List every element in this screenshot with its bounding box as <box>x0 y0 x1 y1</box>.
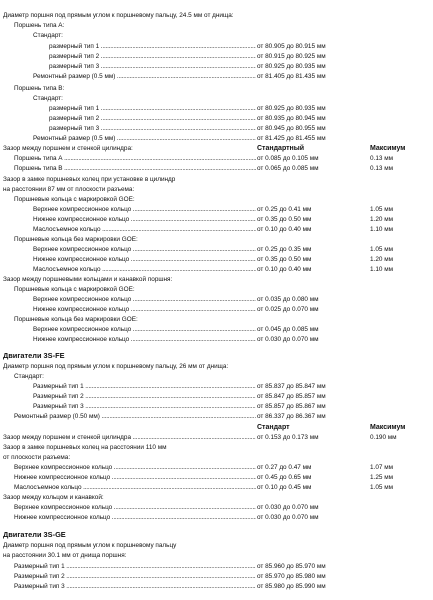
spec-label-wrap <box>3 351 433 362</box>
spec-max: 1.20 мм <box>370 216 394 223</box>
spec-label: Размерный тип 3 ..... <box>14 583 256 590</box>
spec-row <box>0 493 433 503</box>
spec-value: от 0.030 до 0.070 мм <box>257 336 319 343</box>
spec-label-wrap <box>14 572 256 582</box>
spec-label: размерный тип 3 ..... <box>49 125 256 132</box>
spec-max: 0.190 мм <box>370 434 397 441</box>
spec-row <box>0 235 433 245</box>
spec-value: от 0.27 до 0.47 мм <box>257 464 312 471</box>
spec-label: Нижнее компрессионное кольцо ..... <box>14 514 256 521</box>
spec-label: Поршень типа A: <box>14 22 65 29</box>
spec-max: 1.07 мм <box>370 464 394 471</box>
spec-value: от 0.065 до 0.085 мм <box>257 165 319 172</box>
spec-label: Зазор между поршнем и стенкой цилиндра: <box>3 145 133 152</box>
spec-label-wrap <box>3 362 433 372</box>
spec-label: Нижнее компрессионное кольцо ..... <box>33 306 256 313</box>
spec-label: на расстоянии 30.1 мм от днища поршня: <box>3 552 127 559</box>
spec-label: Зазор между кольцом и канавкой: <box>3 494 104 501</box>
spec-label-wrap <box>33 245 256 255</box>
spec-row <box>0 62 433 72</box>
spec-label: Ремонтный размер (0.50 мм) ..... <box>14 413 256 420</box>
spec-label-wrap <box>3 551 433 561</box>
spec-label-wrap <box>3 493 433 503</box>
spec-label-wrap <box>49 52 256 62</box>
spec-row <box>0 335 433 345</box>
spec-value: от 0.10 до 0.40 мм <box>257 226 312 233</box>
spec-max: 1.25 мм <box>370 474 394 481</box>
spec-label: размерный тип 2 ..... <box>49 115 256 122</box>
spec-label: Нижнее компрессионное кольцо ..... <box>14 474 256 481</box>
spec-label: Маслосъемное кольцо ..... <box>33 266 256 273</box>
spec-row <box>0 144 433 154</box>
spec-label: Поршневые кольца без маркировки GOE: <box>14 236 138 243</box>
spec-label-wrap <box>3 453 433 463</box>
spec-value: от 0.035 до 0.080 мм <box>257 296 319 303</box>
spec-row <box>0 325 433 335</box>
spec-row <box>0 84 433 94</box>
spec-row <box>0 572 433 582</box>
spec-row <box>0 42 433 52</box>
spec-label-wrap <box>49 62 256 72</box>
spec-row <box>0 185 433 195</box>
spec-value: от 0.085 до 0.105 мм <box>257 155 319 162</box>
spec-max: 1.10 мм <box>370 226 394 233</box>
spec-max: 1.20 мм <box>370 256 394 263</box>
spec-label: Ремонтный размер (0.5 мм) ..... <box>33 73 256 80</box>
spec-row <box>0 114 433 124</box>
spec-row <box>0 513 433 523</box>
spec-label: Размерный тип 2 ..... <box>14 573 256 580</box>
spec-label-wrap <box>14 513 256 523</box>
spec-label-wrap <box>49 104 256 114</box>
spec-label: Верхнее компрессионное кольцо ..... <box>14 464 256 471</box>
spec-label-wrap <box>3 433 256 443</box>
spec-row <box>0 225 433 235</box>
spec-value: от 80.935 до 80.945 мм <box>257 115 326 122</box>
spec-label: Маслосъемное кольцо ..... <box>14 484 256 491</box>
spec-label: Нижнее компрессионное кольцо ..... <box>33 256 256 263</box>
spec-row <box>0 72 433 82</box>
spec-row <box>0 392 433 402</box>
spec-row <box>0 31 433 41</box>
spec-label: от плоскости разъема: <box>3 454 71 461</box>
spec-label: Верхнее компрессионное кольцо ..... <box>33 246 256 253</box>
spec-label-wrap <box>14 285 433 295</box>
spec-value: от 0.025 до 0.070 мм <box>257 306 319 313</box>
spec-label: Размерный тип 3 ..... <box>33 403 256 410</box>
spec-row <box>0 164 433 174</box>
spec-value: от 85.960 до 85.970 мм <box>257 563 326 570</box>
spec-label: Верхнее компрессионное кольцо ..... <box>33 206 256 213</box>
spec-row <box>0 104 433 114</box>
spec-value: от 0.10 до 0.45 мм <box>257 484 312 491</box>
spec-label: Поршень типа B ..... <box>14 165 256 172</box>
spec-label: Зазор между поршнем и стенкой цилиндра ..... <box>3 434 256 441</box>
spec-row <box>0 423 433 433</box>
maximum-column-header: Максимум <box>370 424 406 431</box>
spec-label: Верхнее компрессионное кольцо ..... <box>33 296 256 303</box>
spec-label-wrap <box>3 185 433 195</box>
spec-label-wrap <box>33 265 256 275</box>
spec-row <box>0 215 433 225</box>
spec-row <box>0 124 433 134</box>
spec-row <box>0 463 433 473</box>
spec-row <box>0 382 433 392</box>
spec-label: Поршень типа A ..... <box>14 155 256 162</box>
spec-label-wrap <box>49 114 256 124</box>
spec-value: от 81.405 до 81.435 мм <box>257 73 326 80</box>
spec-row <box>0 21 433 31</box>
spec-label-wrap <box>14 235 433 245</box>
spec-label-wrap <box>33 295 256 305</box>
spec-label-wrap <box>14 21 433 31</box>
spec-value: от 80.905 до 80.915 мм <box>257 43 326 50</box>
spec-value: от 0.045 до 0.085 мм <box>257 326 319 333</box>
maximum-column-header: Максимум <box>370 145 406 152</box>
spec-label-wrap <box>33 305 256 315</box>
spec-label-wrap <box>14 473 256 483</box>
spec-row <box>0 11 433 21</box>
spec-label-wrap <box>49 124 256 134</box>
spec-label-wrap <box>14 315 433 325</box>
spec-label-wrap <box>3 530 433 541</box>
spec-label-wrap <box>49 42 256 52</box>
spec-label-wrap <box>33 215 256 225</box>
spec-label: размерный тип 2 ..... <box>49 53 256 60</box>
spec-row <box>0 551 433 561</box>
spec-row <box>0 154 433 164</box>
spec-label-wrap <box>3 11 433 21</box>
spec-label: Двигатели 3S-GE <box>3 530 66 539</box>
spec-row <box>0 265 433 275</box>
spec-value: от 0.25 до 0.41 мм <box>257 206 312 213</box>
spec-row <box>0 433 433 443</box>
spec-label-wrap <box>14 195 433 205</box>
spec-label: Поршневые кольца с маркировкой GOE: <box>14 196 135 203</box>
spec-label: Зазор между поршневыми кольцами и канавкой поршня: <box>3 276 173 283</box>
spec-label: Стандарт: <box>33 95 63 102</box>
spec-label: Стандарт: <box>33 32 63 39</box>
spec-label: Диаметр поршня под прямым углом к поршневому пальцу <box>3 542 177 549</box>
spec-row <box>0 362 433 372</box>
spec-label: Диаметр поршня под прямым углом к поршневому пальцу, 24.5 мм от днища: <box>3 12 234 19</box>
spec-row <box>0 541 433 551</box>
spec-row <box>0 175 433 185</box>
spec-value: от 85.857 до 85.867 мм <box>257 403 326 410</box>
spec-label: Размерный тип 1 ..... <box>14 563 256 570</box>
spec-row <box>0 134 433 144</box>
spec-value: от 0.153 до 0.173 мм <box>257 434 319 441</box>
spec-value: от 0.10 до 0.40 мм <box>257 266 312 273</box>
spec-label-wrap <box>33 31 433 41</box>
spec-label: Зазор в замке поршневых колец на расстоянии 110 мм <box>3 444 167 451</box>
spec-row <box>0 582 433 592</box>
spec-label: Маслосъемное кольцо ..... <box>33 226 256 233</box>
spec-value: от 0.030 до 0.070 мм <box>257 514 319 521</box>
section-heading <box>0 351 433 361</box>
spec-row <box>0 94 433 104</box>
spec-label: на расстоянии 87 мм от плоскости разъема: <box>3 186 135 193</box>
spec-label-wrap <box>14 483 256 493</box>
spec-row <box>0 205 433 215</box>
spec-label-wrap <box>14 582 256 592</box>
spec-label-wrap <box>33 335 256 345</box>
spec-value: от 85.970 до 85.980 мм <box>257 573 326 580</box>
spec-label: Нижнее компрессионное кольцо ..... <box>33 336 256 343</box>
spec-row <box>0 402 433 412</box>
spec-max: 1.05 мм <box>370 484 394 491</box>
standard-column-header: Стандартный <box>257 145 305 152</box>
spec-label-wrap <box>14 154 256 164</box>
spec-label-wrap <box>3 144 433 154</box>
spec-label: Поршневые кольца с маркировкой GOE: <box>14 286 135 293</box>
spec-label-wrap <box>14 164 256 174</box>
spec-value: от 0.35 до 0.50 мм <box>257 256 312 263</box>
spec-value: от 81.425 до 81.455 мм <box>257 135 326 142</box>
spec-row <box>0 372 433 382</box>
spec-row <box>0 52 433 62</box>
spec-label-wrap <box>33 205 256 215</box>
spec-value: от 0.030 до 0.070 мм <box>257 504 319 511</box>
spec-label: Двигатели 3S-FE <box>3 351 65 360</box>
spec-value: от 80.925 до 80.935 мм <box>257 63 326 70</box>
spec-value: от 86.337 до 86.367 мм <box>257 413 326 420</box>
spec-label-wrap <box>3 175 433 185</box>
spec-row <box>0 562 433 572</box>
spec-row <box>0 245 433 255</box>
spec-max: 0.13 мм <box>370 165 394 172</box>
spec-value: от 85.980 до 85.990 мм <box>257 583 326 590</box>
section-heading <box>0 530 433 540</box>
spec-label: Верхнее компрессионное кольцо ..... <box>33 326 256 333</box>
spec-label-wrap <box>14 463 256 473</box>
spec-label: Размерный тип 1 ..... <box>33 383 256 390</box>
spec-label-wrap <box>33 325 256 335</box>
spec-label-wrap <box>33 72 256 82</box>
spec-label-wrap <box>33 402 256 412</box>
spec-row <box>0 285 433 295</box>
spec-row <box>0 255 433 265</box>
spec-label-wrap <box>14 503 256 513</box>
spec-label: Нижнее компрессионное кольцо ..... <box>33 216 256 223</box>
spec-row <box>0 483 433 493</box>
spec-value: от 80.915 до 80.925 мм <box>257 53 326 60</box>
spec-label: Ремонтный размер (0.5 мм) ..... <box>33 135 256 142</box>
spec-label-wrap <box>33 382 256 392</box>
spec-label: Размерный тип 2 ..... <box>33 393 256 400</box>
spec-max: 1.05 мм <box>370 246 394 253</box>
spec-row <box>0 315 433 325</box>
spec-row <box>0 473 433 483</box>
spec-label: Поршневые кольца без маркировки GOE: <box>14 316 138 323</box>
spec-value: от 0.35 до 0.50 мм <box>257 216 312 223</box>
spec-row <box>0 503 433 513</box>
spec-max: 1.10 мм <box>370 266 394 273</box>
spec-label-wrap <box>3 541 433 551</box>
spec-row <box>0 195 433 205</box>
spec-value: от 80.945 до 80.955 мм <box>257 125 326 132</box>
spec-label-wrap <box>3 443 433 453</box>
standard-column-header: Стандарт <box>257 424 290 431</box>
spec-label: Зазор в замке поршневых колец при установке в цилиндр <box>3 176 176 183</box>
spec-label: Поршень типа B: <box>14 85 65 92</box>
spec-label-wrap <box>33 94 433 104</box>
spec-value: от 80.925 до 80.935 мм <box>257 105 326 112</box>
spec-label-wrap <box>14 562 256 572</box>
spec-label: размерный тип 3 ..... <box>49 63 256 70</box>
spec-label-wrap <box>3 275 433 285</box>
spec-value: от 85.847 до 85.857 мм <box>257 393 326 400</box>
spec-label: Верхнее компрессионное кольцо ..... <box>14 504 256 511</box>
spec-label: размерный тип 1 ..... <box>49 105 256 112</box>
spec-label-wrap <box>33 225 256 235</box>
spec-label-wrap <box>14 412 256 422</box>
spec-value: от 0.45 до 0.65 мм <box>257 474 312 481</box>
spec-value: от 0.25 до 0.35 мм <box>257 246 312 253</box>
spec-row <box>0 443 433 453</box>
spec-row <box>0 275 433 285</box>
spec-label-wrap <box>14 84 433 94</box>
spec-row <box>0 295 433 305</box>
spec-max: 1.05 мм <box>370 206 394 213</box>
spec-label-wrap <box>33 134 256 144</box>
spec-label: Стандарт: <box>14 373 44 380</box>
spec-row <box>0 412 433 422</box>
spec-row <box>0 305 433 315</box>
spec-label-wrap <box>14 372 433 382</box>
spec-label: размерный тип 1 ..... <box>49 43 256 50</box>
spec-label: Диаметр поршня под прямым углом к поршневому пальцу, 26 мм от днища: <box>3 363 229 370</box>
spec-label-wrap <box>33 255 256 265</box>
spec-label-wrap <box>33 392 256 402</box>
spec-max: 0.13 мм <box>370 155 394 162</box>
spec-row <box>0 453 433 463</box>
spec-value: от 85.837 до 85.847 мм <box>257 383 326 390</box>
